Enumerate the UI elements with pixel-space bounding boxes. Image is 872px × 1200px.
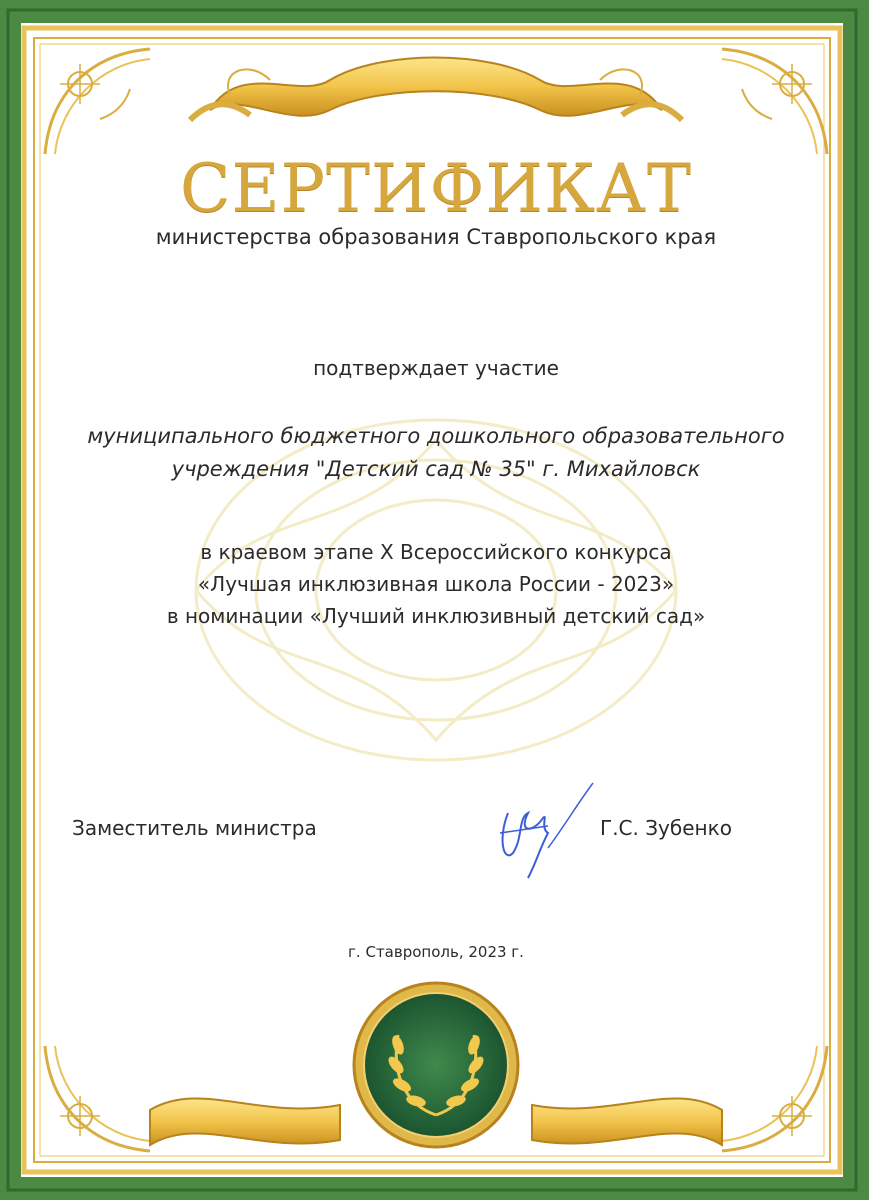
contest-description	[0, 536, 872, 632]
certificate-title: СЕРТИФИКАТ	[179, 150, 693, 227]
ribbon-icon	[180, 40, 692, 140]
organization-name	[0, 420, 872, 486]
place-and-date: г. Ставрополь, 2023 г.	[348, 943, 524, 961]
contest-line-3: в номинации «Лучший инклюзивный детский сад»	[166, 604, 706, 628]
contest-line-2: «Лучшая инклюзивная школа России - 2023»	[197, 572, 675, 596]
ribbon-icon	[140, 1070, 732, 1160]
handwritten-signature	[488, 778, 598, 888]
organization-line-2: учреждения "Детский сад № 35" г. Михайловск	[171, 457, 701, 481]
corner-ornament-icon	[40, 44, 160, 164]
corner-ornament-icon	[712, 44, 832, 164]
contest-line-1: в краевом этапе X Всероссийского конкурса	[200, 540, 672, 564]
organization-line-1: муниципального бюджетного дошкольного образовательного	[87, 424, 785, 448]
signer-position: Заместитель министра	[72, 816, 317, 840]
confirmation-line: подтверждает участие	[313, 356, 559, 380]
signer-name: Г.С. Зубенко	[600, 816, 732, 840]
issuer-line: министерства образования Ставропольского края	[155, 225, 717, 249]
